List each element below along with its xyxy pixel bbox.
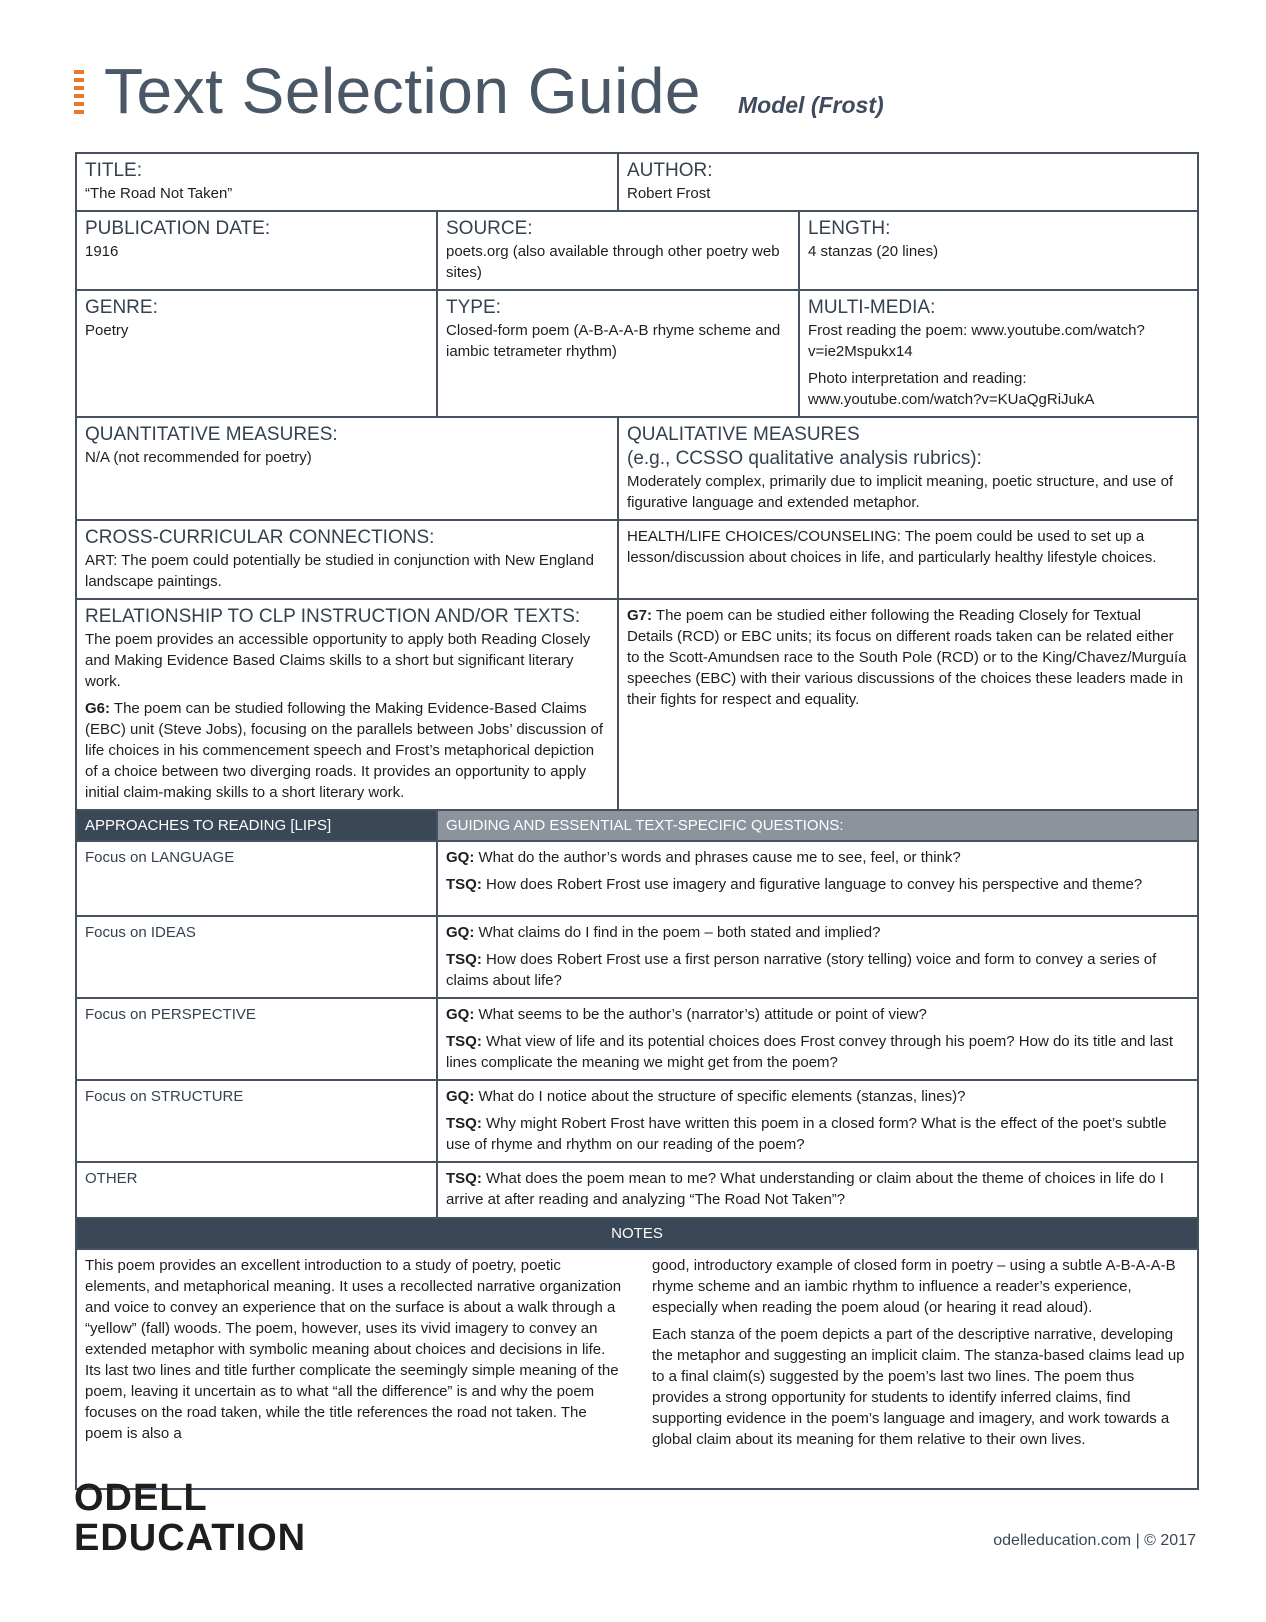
perspective-tsq [446, 1031, 1189, 1073]
row-focus-structure [76, 1080, 1198, 1162]
logo-line-1: ODELL [74, 1477, 208, 1519]
author-cell [618, 153, 1198, 211]
language-gq [446, 847, 1189, 868]
row-notes [76, 1249, 1198, 1489]
cross-curricular-label: CROSS-CURRICULAR CONNECTIONS: [85, 527, 435, 548]
health-value: HEALTH/LIFE CHOICES/COUNSELING: The poem could be used to set up a lesson/discussion about choices in life, and particularly healthy lifestyle choices. [627, 528, 1157, 566]
genre-label: GENRE: [85, 297, 158, 318]
row-relationship [76, 599, 1198, 810]
cross-curricular-value: ART: The poem could potentially be studied in conjunction with New England landscape paintings. [85, 552, 594, 590]
g7-paragraph [627, 605, 1189, 710]
gq-text: What claims do I find in the poem – both stated and implied? [474, 924, 881, 941]
tsq-text: What view of life and its potential choices does Frost convey through his poem? How do its title and last lines complicate the meaning we might get from the poem? [446, 1033, 1174, 1071]
qualitative-label: QUALITATIVE MEASURES [627, 424, 860, 445]
notes-left-column: This poem provides an excellent introduction to a study of poetry, poetic elements, and metaphorical meaning. It uses a recollected narrative organization and voice to convey an experience that on the surface is about a walk through a “yellow” (fall) woods. The poem, however, uses its vivid imagery to convey an extended metaphor with symbolic meaning about choices and decisions in life. Its last two lines and title further complicate the seemingly simple meaning of the poem, leaving it uncertain as to what “all the difference” is and why the poem focuses on the road taken, while the title references the road not taken. The poem is also a [85, 1257, 622, 1442]
page-title: Text Selection Guide [104, 55, 701, 127]
perspective-questions-cell [437, 998, 1198, 1080]
row-focus-perspective [76, 998, 1198, 1080]
ideas-gq [446, 922, 1189, 943]
type-cell [437, 290, 799, 417]
language-tsq [446, 874, 1189, 895]
g7-key: G7: [627, 607, 653, 624]
tsq-key: TSQ: [446, 1170, 482, 1187]
odell-education-logo [74, 1478, 306, 1558]
other-questions-cell [437, 1162, 1198, 1218]
questions-header: GUIDING AND ESSENTIAL TEXT-SPECIFIC QUESTIONS: [437, 810, 1198, 841]
structure-gq [446, 1086, 1189, 1107]
gq-key: GQ: [446, 849, 475, 866]
source-value: poets.org (also available through other poetry web sites) [446, 243, 780, 281]
pubdate-cell [76, 211, 437, 290]
qualitative-value: Moderately complex, primarily due to implicit meaning, poetic structure, and use of figurative language and extended metaphor. [627, 473, 1174, 511]
other-tsq [446, 1168, 1189, 1210]
genre-cell [76, 290, 437, 417]
tsq-key: TSQ: [446, 1115, 482, 1132]
type-value: Closed-form poem (A-B-A-A-B rhyme scheme and iambic tetrameter rhythm) [446, 322, 781, 360]
title-cell [76, 153, 618, 211]
relationship-cell [76, 599, 618, 810]
multimedia-label: MULTI-MEDIA: [808, 297, 936, 318]
tsq-text: How does Robert Frost use a first person narrative (story telling) voice and form to convey a series of claims about life? [446, 951, 1157, 989]
logo-line-2: EDUCATION [74, 1517, 307, 1559]
row-other [76, 1162, 1198, 1218]
source-cell [437, 211, 799, 290]
source-label: SOURCE: [446, 218, 533, 239]
notes-cell [76, 1249, 1198, 1489]
focus-ideas: Focus on IDEAS [76, 916, 437, 998]
perspective-gq [446, 1004, 1189, 1025]
tsq-text: Why might Robert Frost have written this poem in a closed form? What is the effect of the poet’s subtle use of rhyme and rhythm on our reading of the poem? [446, 1115, 1167, 1153]
gq-text: What seems to be the author’s (narrator’s) attitude or point of view? [474, 1006, 927, 1023]
multimedia-link-1[interactable]: Frost reading the poem: www.youtube.com/watch?v=ie2Mspukx14 [808, 322, 1145, 360]
focus-perspective: Focus on PERSPECTIVE [76, 998, 437, 1080]
tsq-key: TSQ: [446, 1033, 482, 1050]
page-subtitle: Model (Frost) [738, 92, 884, 118]
row-title-author [76, 153, 1198, 211]
approaches-header: APPROACHES TO READING [LIPS] [76, 810, 437, 841]
row-focus-ideas [76, 916, 1198, 998]
cross-curricular-cell [76, 520, 618, 599]
row-notes-header [76, 1218, 1198, 1249]
gq-key: GQ: [446, 1088, 475, 1105]
g7-text: The poem can be studied either following the Reading Closely for Textual Details (RCD) or EBC units; its focus on different roads taken can be related either to the Scott-Amundsen race to the South Pole (RCD) or to the King/Chavez/Murguía speeches (EBC) with their various discussions of the choices these leaders made in their fights for respect and equality. [627, 607, 1187, 708]
length-value: 4 stanzas (20 lines) [808, 243, 939, 260]
tsq-text: What does the poem mean to me? What understanding or claim about the theme of choices in life do I arrive at after reading and analyzing “The Road Not Taken”? [446, 1170, 1164, 1208]
quantitative-value: N/A (not recommended for poetry) [85, 449, 312, 466]
qualitative-cell [618, 417, 1198, 520]
ideas-questions-cell [437, 916, 1198, 998]
author-label: AUTHOR: [627, 160, 713, 181]
row-publication [76, 211, 1198, 290]
title-label: TITLE: [85, 160, 143, 181]
tsq-text: How does Robert Frost use imagery and figurative language to convey his perspective and theme? [481, 876, 1143, 893]
row-cross-curricular [76, 520, 1198, 599]
ideas-tsq [446, 949, 1189, 991]
gq-text: What do the author’s words and phrases cause me to see, feel, or think? [474, 849, 961, 866]
focus-structure: Focus on STRUCTURE [76, 1080, 437, 1162]
length-label: LENGTH: [808, 218, 891, 239]
tsq-key: TSQ: [446, 876, 482, 893]
row-measures [76, 417, 1198, 520]
notes-header: NOTES [76, 1218, 1198, 1249]
footer-site[interactable]: odelleducation.com | © 2017 [993, 1532, 1196, 1549]
quantitative-cell [76, 417, 618, 520]
type-label: TYPE: [446, 297, 501, 318]
focus-language: Focus on LANGUAGE [76, 841, 437, 916]
length-cell [799, 211, 1198, 290]
g6-key: G6: [85, 700, 111, 717]
notes-right-para-2: Each stanza of the poem depicts a part of the descriptive narrative, developing the metaphor and suggesting an implicit claim. The stanza-based claims lead up to a final claim(s) suggested by the poem’s last two lines. The poem thus provides a strong opportunity for students to identify inferred claims, find supporting evidence in the poem’s language and imagery, and work towards a global claim about its meaning for them relative to their own lives. [652, 1326, 1185, 1448]
row-genre [76, 290, 1198, 417]
qualitative-sublabel: (e.g., CCSSO qualitative analysis rubrics): [627, 448, 982, 469]
g7-cell [618, 599, 1198, 810]
structure-tsq [446, 1113, 1189, 1155]
relationship-label: RELATIONSHIP TO CLP INSTRUCTION AND/OR TEXTS: [85, 606, 581, 627]
focus-other: OTHER [76, 1162, 437, 1218]
pubdate-value: 1916 [85, 243, 119, 260]
title-value: “The Road Not Taken” [85, 185, 233, 202]
notes-columns [85, 1255, 1189, 1450]
pubdate-label: PUBLICATION DATE: [85, 218, 271, 239]
notes-right-column [652, 1255, 1189, 1450]
notes-right-para-1: good, introductory example of closed form in poetry – using a subtle A-B-A-A-B rhyme scheme and an iambic rhythm to influence a reader’s experience, especially when reading the poem aloud (or hearing it read aloud). [652, 1257, 1176, 1316]
row-approaches-header [76, 810, 1198, 841]
gq-text: What do I notice about the structure of specific elements (stanzas, lines)? [474, 1088, 966, 1105]
row-focus-language [76, 841, 1198, 916]
page-header [74, 56, 1194, 126]
language-questions-cell [437, 841, 1198, 916]
author-value: Robert Frost [627, 185, 711, 202]
gq-key: GQ: [446, 1006, 475, 1023]
title-accent-icon [74, 70, 84, 118]
multimedia-link-2[interactable]: Photo interpretation and reading: www.youtube.com/watch?v=KUaQgRiJukA [808, 370, 1095, 408]
quantitative-label: QUANTITATIVE MEASURES: [85, 424, 338, 445]
gq-key: GQ: [446, 924, 475, 941]
health-cell [618, 520, 1198, 599]
g6-paragraph [85, 698, 609, 803]
g6-text: The poem can be studied following the Making Evidence-Based Claims (EBC) unit (Steve Jobs), focusing on the parallels between Jobs’ discussion of life choices in his commencement speech and Frost’s metaphorical depiction of a choice between two diverging roads. It provides an opportunity to apply initial claim-making skills to a short literary work. [85, 700, 604, 801]
structure-questions-cell [437, 1080, 1198, 1162]
relationship-value: The poem provides an accessible opportunity to apply both Reading Closely and Making Evidence Based Claims skills to a short but significant literary work. [85, 631, 591, 690]
tsq-key: TSQ: [446, 951, 482, 968]
multimedia-cell [799, 290, 1198, 417]
genre-value: Poetry [85, 322, 129, 339]
text-selection-table [75, 152, 1199, 1490]
